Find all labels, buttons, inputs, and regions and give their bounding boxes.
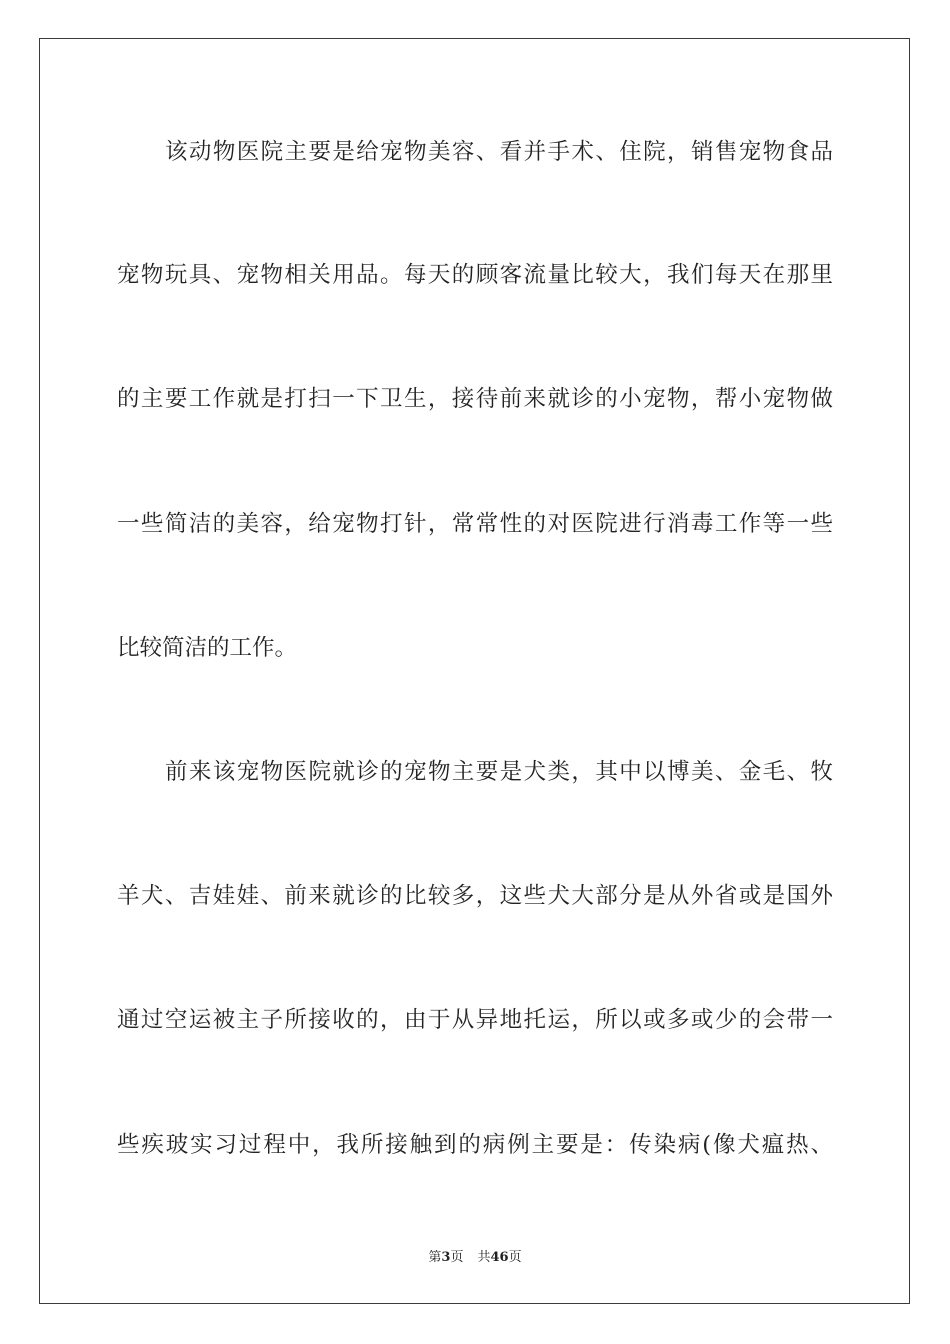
total-suffix: 页 [508, 1250, 522, 1265]
text-line: 比较简洁的工作。 [117, 635, 298, 661]
page-prefix: 第 [428, 1250, 442, 1265]
text-line: 的主要工作就是打扫一下卫生，接待前来就诊的小宠物，帮小宠物做 [117, 386, 833, 412]
text-line: 宠物玩具、宠物相关用品。每天的顾客流量比较大，我们每天在那里 [117, 262, 833, 288]
page-number: 3 [441, 1250, 451, 1265]
text-line: 羊犬、吉娃娃、前来就诊的比较多，这些犬大部分是从外省或是国外 [117, 883, 833, 909]
total-prefix: 共 [477, 1250, 491, 1265]
page-suffix: 页 [450, 1250, 464, 1265]
total-pages: 46 [490, 1250, 509, 1265]
page-footer [0, 1246, 950, 1265]
text-line: 前来该宠物医院就诊的宠物主要是犬类，其中以博美、金毛、牧 [165, 759, 833, 785]
page-border [39, 38, 910, 1304]
text-line: 一些简洁的美容，给宠物打针，常常性的对医院进行消毒工作等一些 [117, 511, 833, 537]
text-line: 些疾玻实习过程中，我所接触到的病例主要是：传染病(像犬瘟热、 [117, 1132, 833, 1158]
text-line: 该动物医院主要是给宠物美容、看并手术、住院，销售宠物食品 [165, 139, 833, 165]
text-line: 通过空运被主子所接收的，由于从异地托运，所以或多或少的会带一 [117, 1007, 833, 1033]
